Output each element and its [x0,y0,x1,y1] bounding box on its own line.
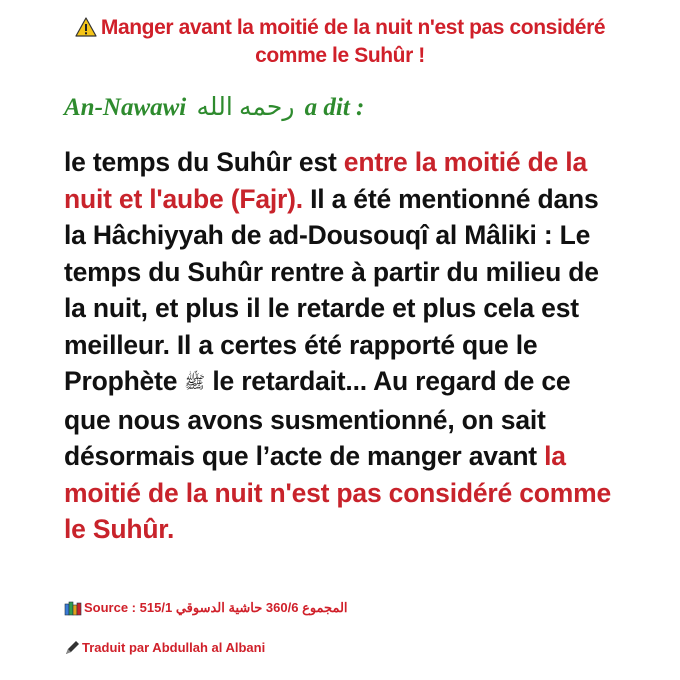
attribution-suffix: a dit : [304,94,365,121]
title-line-1: Manger avant la moitié de la nuit n'est pas considéré [100,16,606,39]
attribution [64,92,624,124]
title-line-2: comme le Suhûr ! [255,44,425,67]
body-text-3: le retardait... Au regard de ce que nous avons susmentionné, on sait désormais que l’acte de manger avant [64,366,571,471]
body-highlight-1: entre la moitié de la nuit et l'aube (Fajr). [64,147,588,214]
source-ref-2: 360/6 [265,600,299,615]
books-icon [64,600,82,622]
source-ref-1: 515/1 [139,600,173,615]
honorific-symbol: ﷺ [184,373,205,393]
attribution-name: An-Nawawi [64,94,187,121]
body-text-1: le temps du Suhûr est [64,147,344,177]
source-label: Source : [84,600,137,615]
source-ref-2-text: المجموع [302,600,348,615]
pen-icon [64,640,80,662]
attribution-arabic: رحمه الله [196,94,295,121]
translator-text: Traduit par Abdullah al Albani [82,640,266,655]
warning-icon [75,17,97,37]
translator-line [64,638,624,662]
source-ref-1-text: حاشية الدسوقي [175,600,263,615]
body-highlight-2: la moitié de la nuit n'est pas considéré comme le Suhûr. [64,441,611,544]
body-text-2: Il a été mentionné dans la Hâchiyyah de ad-Dousouqî al Mâliki : Le temps du Suhûr rentre à partir du milieu de la nuit, et plus il le retarde et plus cela est meilleur. Il a certes été rapporté que le Prophète [64,183,599,396]
quote-body [64,144,624,548]
page-title [60,14,620,70]
source-line [64,598,624,622]
